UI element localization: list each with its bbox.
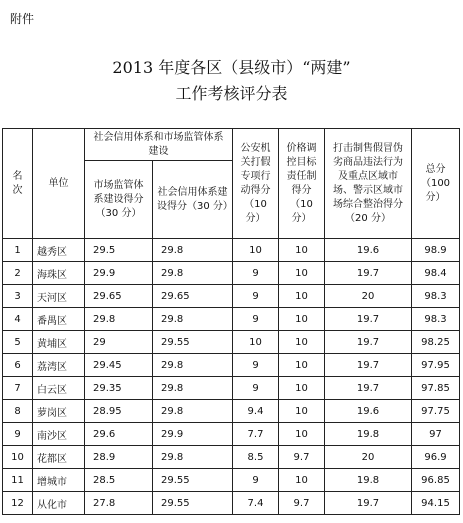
- rank-cell: 2: [3, 262, 33, 285]
- table-row: [3, 239, 460, 262]
- credit-score-cell: 29.55: [153, 331, 233, 354]
- price-score-cell: 10: [279, 423, 325, 446]
- credit-score-cell: 29.55: [153, 492, 233, 515]
- police-score-cell: 9.4: [233, 400, 279, 423]
- total-score-cell: 94.15: [412, 492, 460, 515]
- total-score-cell: 97.95: [412, 354, 460, 377]
- police-score-cell: 9: [233, 285, 279, 308]
- fake-score-cell: 19.7: [325, 262, 412, 285]
- total-score-cell: 97.85: [412, 377, 460, 400]
- rank-cell: 9: [3, 423, 33, 446]
- unit-cell: 增城市: [33, 469, 85, 492]
- police-score-cell: 7.7: [233, 423, 279, 446]
- table-row: [3, 285, 460, 308]
- police-score-cell: 9: [233, 377, 279, 400]
- table-row: [3, 377, 460, 400]
- market-score-cell: 28.5: [85, 469, 153, 492]
- table-row: [3, 331, 460, 354]
- header-price: 价格调控目标责任制得分（10 分）: [279, 129, 325, 239]
- credit-score-cell: 29.8: [153, 377, 233, 400]
- score-table: [2, 128, 460, 515]
- credit-score-cell: 29.55: [153, 469, 233, 492]
- table-row: [3, 492, 460, 515]
- unit-cell: 黄埔区: [33, 331, 85, 354]
- unit-cell: 海珠区: [33, 262, 85, 285]
- header-rank: 名次: [3, 129, 33, 239]
- total-score-cell: 97: [412, 423, 460, 446]
- fake-score-cell: 19.8: [325, 469, 412, 492]
- police-score-cell: 9: [233, 469, 279, 492]
- header-market: 市场监管体系建设得分（30 分）: [85, 161, 153, 239]
- unit-cell: 天河区: [33, 285, 85, 308]
- price-score-cell: 10: [279, 354, 325, 377]
- market-score-cell: 29.5: [85, 239, 153, 262]
- total-score-cell: 98.3: [412, 308, 460, 331]
- total-score-cell: 98.4: [412, 262, 460, 285]
- unit-cell: 南沙区: [33, 423, 85, 446]
- fake-score-cell: 20: [325, 446, 412, 469]
- total-score-cell: 96.85: [412, 469, 460, 492]
- price-score-cell: 10: [279, 377, 325, 400]
- table-row: [3, 308, 460, 331]
- fake-score-cell: 20: [325, 285, 412, 308]
- unit-cell: 萝岗区: [33, 400, 85, 423]
- fake-score-cell: 19.7: [325, 492, 412, 515]
- rank-cell: 12: [3, 492, 33, 515]
- rank-cell: 4: [3, 308, 33, 331]
- rank-cell: 11: [3, 469, 33, 492]
- market-score-cell: 27.8: [85, 492, 153, 515]
- credit-score-cell: 29.8: [153, 308, 233, 331]
- unit-cell: 花都区: [33, 446, 85, 469]
- rank-cell: 10: [3, 446, 33, 469]
- credit-score-cell: 29.65: [153, 285, 233, 308]
- total-score-cell: 97.75: [412, 400, 460, 423]
- rank-cell: 3: [3, 285, 33, 308]
- price-score-cell: 10: [279, 400, 325, 423]
- table-row: [3, 446, 460, 469]
- table-row: [3, 423, 460, 446]
- header-unit: 单位: [33, 129, 85, 239]
- fake-score-cell: 19.7: [325, 331, 412, 354]
- table-row: [3, 400, 460, 423]
- unit-cell: 白云区: [33, 377, 85, 400]
- rank-cell: 7: [3, 377, 33, 400]
- market-score-cell: 29: [85, 331, 153, 354]
- header-total: 总分（100 分）: [412, 129, 460, 239]
- price-score-cell: 9.7: [279, 446, 325, 469]
- police-score-cell: 9: [233, 308, 279, 331]
- table-row: [3, 354, 460, 377]
- price-score-cell: 10: [279, 331, 325, 354]
- rank-cell: 8: [3, 400, 33, 423]
- header-fake: 打击制售假冒伪劣商品违法行为及重点区域市场、警示区域市场综合整治得分（20 分）: [325, 129, 412, 239]
- fake-score-cell: 19.8: [325, 423, 412, 446]
- police-score-cell: 10: [233, 239, 279, 262]
- document-title: 2013 年度各区（县级市）“两建”: [112, 58, 351, 77]
- fake-score-cell: 19.6: [325, 400, 412, 423]
- price-score-cell: 10: [279, 239, 325, 262]
- unit-cell: 荔湾区: [33, 354, 85, 377]
- rank-cell: 1: [3, 239, 33, 262]
- table-row: [3, 262, 460, 285]
- credit-score-cell: 29.8: [153, 262, 233, 285]
- police-score-cell: 10: [233, 331, 279, 354]
- police-score-cell: 9: [233, 262, 279, 285]
- fake-score-cell: 19.7: [325, 377, 412, 400]
- document-subtitle: 工作考核评分表: [175, 84, 288, 103]
- market-score-cell: 29.65: [85, 285, 153, 308]
- unit-cell: 从化市: [33, 492, 85, 515]
- rank-cell: 5: [3, 331, 33, 354]
- unit-cell: 番禺区: [33, 308, 85, 331]
- price-score-cell: 10: [279, 285, 325, 308]
- price-score-cell: 10: [279, 469, 325, 492]
- fake-score-cell: 19.6: [325, 239, 412, 262]
- header-credit: 社会信用体系建设得分（30 分）: [153, 161, 233, 239]
- market-score-cell: 28.9: [85, 446, 153, 469]
- market-score-cell: 29.45: [85, 354, 153, 377]
- credit-score-cell: 29.8: [153, 400, 233, 423]
- market-score-cell: 28.95: [85, 400, 153, 423]
- credit-score-cell: 29.8: [153, 354, 233, 377]
- police-score-cell: 8.5: [233, 446, 279, 469]
- total-score-cell: 98.25: [412, 331, 460, 354]
- price-score-cell: 10: [279, 308, 325, 331]
- police-score-cell: 9: [233, 354, 279, 377]
- market-score-cell: 29.8: [85, 308, 153, 331]
- attachment-label: 附件: [10, 12, 35, 26]
- market-score-cell: 29.35: [85, 377, 153, 400]
- credit-score-cell: 29.9: [153, 423, 233, 446]
- total-score-cell: 96.9: [412, 446, 460, 469]
- unit-cell: 越秀区: [33, 239, 85, 262]
- header-group: 社会信用体系和市场监管体系建设: [85, 129, 233, 161]
- total-score-cell: 98.9: [412, 239, 460, 262]
- credit-score-cell: 29.8: [153, 239, 233, 262]
- header-police: 公安机关打假专项行动得分（10 分）: [233, 129, 279, 239]
- market-score-cell: 29.6: [85, 423, 153, 446]
- price-score-cell: 10: [279, 262, 325, 285]
- total-score-cell: 98.3: [412, 285, 460, 308]
- market-score-cell: 29.9: [85, 262, 153, 285]
- table-row: [3, 469, 460, 492]
- credit-score-cell: 29.8: [153, 446, 233, 469]
- fake-score-cell: 19.7: [325, 354, 412, 377]
- rank-cell: 6: [3, 354, 33, 377]
- fake-score-cell: 19.7: [325, 308, 412, 331]
- price-score-cell: 9.7: [279, 492, 325, 515]
- police-score-cell: 7.4: [233, 492, 279, 515]
